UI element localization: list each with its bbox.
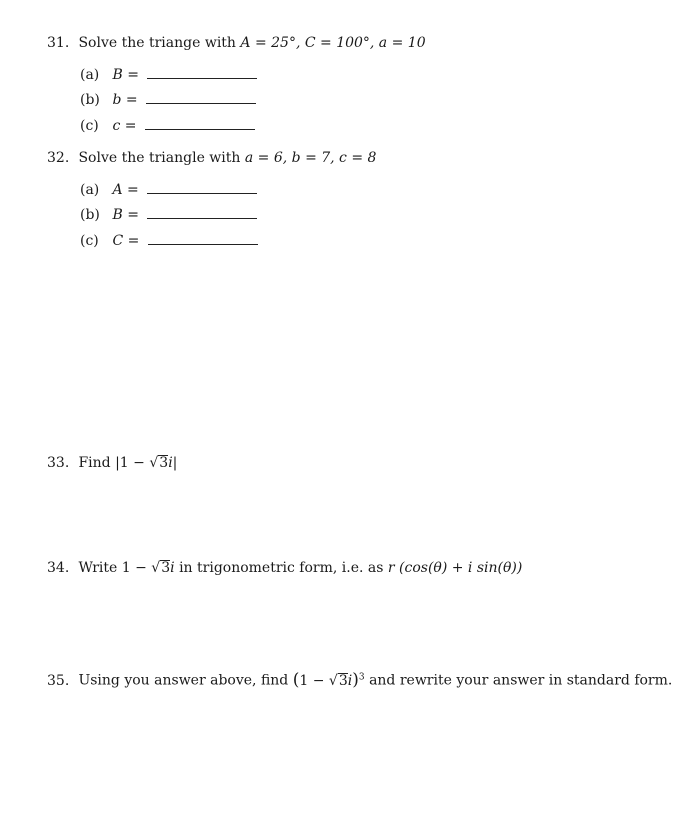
problem-math: A = 25°, C = 100°, a = 10 xyxy=(240,35,426,51)
answer-blank[interactable] xyxy=(147,66,257,79)
problem-text: Find xyxy=(78,455,111,471)
problem-32-part-c xyxy=(80,232,258,250)
answer-blank[interactable] xyxy=(148,232,258,245)
problem-text: Solve the triange with xyxy=(78,35,236,51)
part-expr: B = xyxy=(112,67,139,83)
problem-31-part-a xyxy=(80,66,257,84)
problem-33 xyxy=(47,454,177,472)
problem-32-part-b xyxy=(80,206,257,224)
part-label: (a) xyxy=(80,182,100,198)
part-label: (b) xyxy=(80,207,100,223)
problem-number: 34. xyxy=(47,560,70,576)
answer-blank[interactable] xyxy=(147,181,257,194)
part-expr: B = xyxy=(112,207,139,223)
problem-31-part-c xyxy=(80,117,255,135)
trig-form-formula: r (cos(θ) + i sin(θ)) xyxy=(387,560,523,576)
answer-blank[interactable] xyxy=(147,206,257,219)
radical-expression: √3i xyxy=(151,560,175,576)
power-expression: $(1 - √3i)^3$ xyxy=(292,669,365,690)
part-expr: c = xyxy=(112,118,137,134)
problem-number: 35. xyxy=(47,672,70,689)
problem-31-part-b xyxy=(80,91,256,109)
part-label: (c) xyxy=(80,233,99,249)
problem-text-before: Using you answer above, find xyxy=(78,672,289,689)
problem-number: 33. xyxy=(47,455,70,471)
part-expr: C = xyxy=(112,233,140,249)
exponent: 3 xyxy=(358,672,365,682)
problem-number: 31. xyxy=(47,35,70,51)
part-label: (b) xyxy=(80,92,100,108)
problem-34 xyxy=(47,559,522,577)
answer-blank[interactable] xyxy=(145,117,255,130)
problem-32 xyxy=(47,149,376,167)
problem-text-before: Write 1 − xyxy=(78,560,147,576)
part-expr: b = xyxy=(112,92,138,108)
part-expr: A = xyxy=(112,182,139,198)
problem-text-after: in trigonometric form, i.e. as xyxy=(179,560,384,576)
problem-35 xyxy=(47,668,672,690)
problem-32-part-a xyxy=(80,181,257,199)
problem-text: Solve the triangle with xyxy=(78,150,241,166)
problem-text-after: and rewrite your answer in standard form. xyxy=(369,672,673,689)
part-label: (a) xyxy=(80,67,100,83)
problem-31 xyxy=(47,34,426,52)
problem-number: 32. xyxy=(47,150,70,166)
part-label: (c) xyxy=(80,118,99,134)
problem-math: a = 6, b = 7, c = 8 xyxy=(244,150,377,166)
modulus-expression: |1 − √3i| xyxy=(115,455,178,471)
answer-blank[interactable] xyxy=(146,91,256,104)
